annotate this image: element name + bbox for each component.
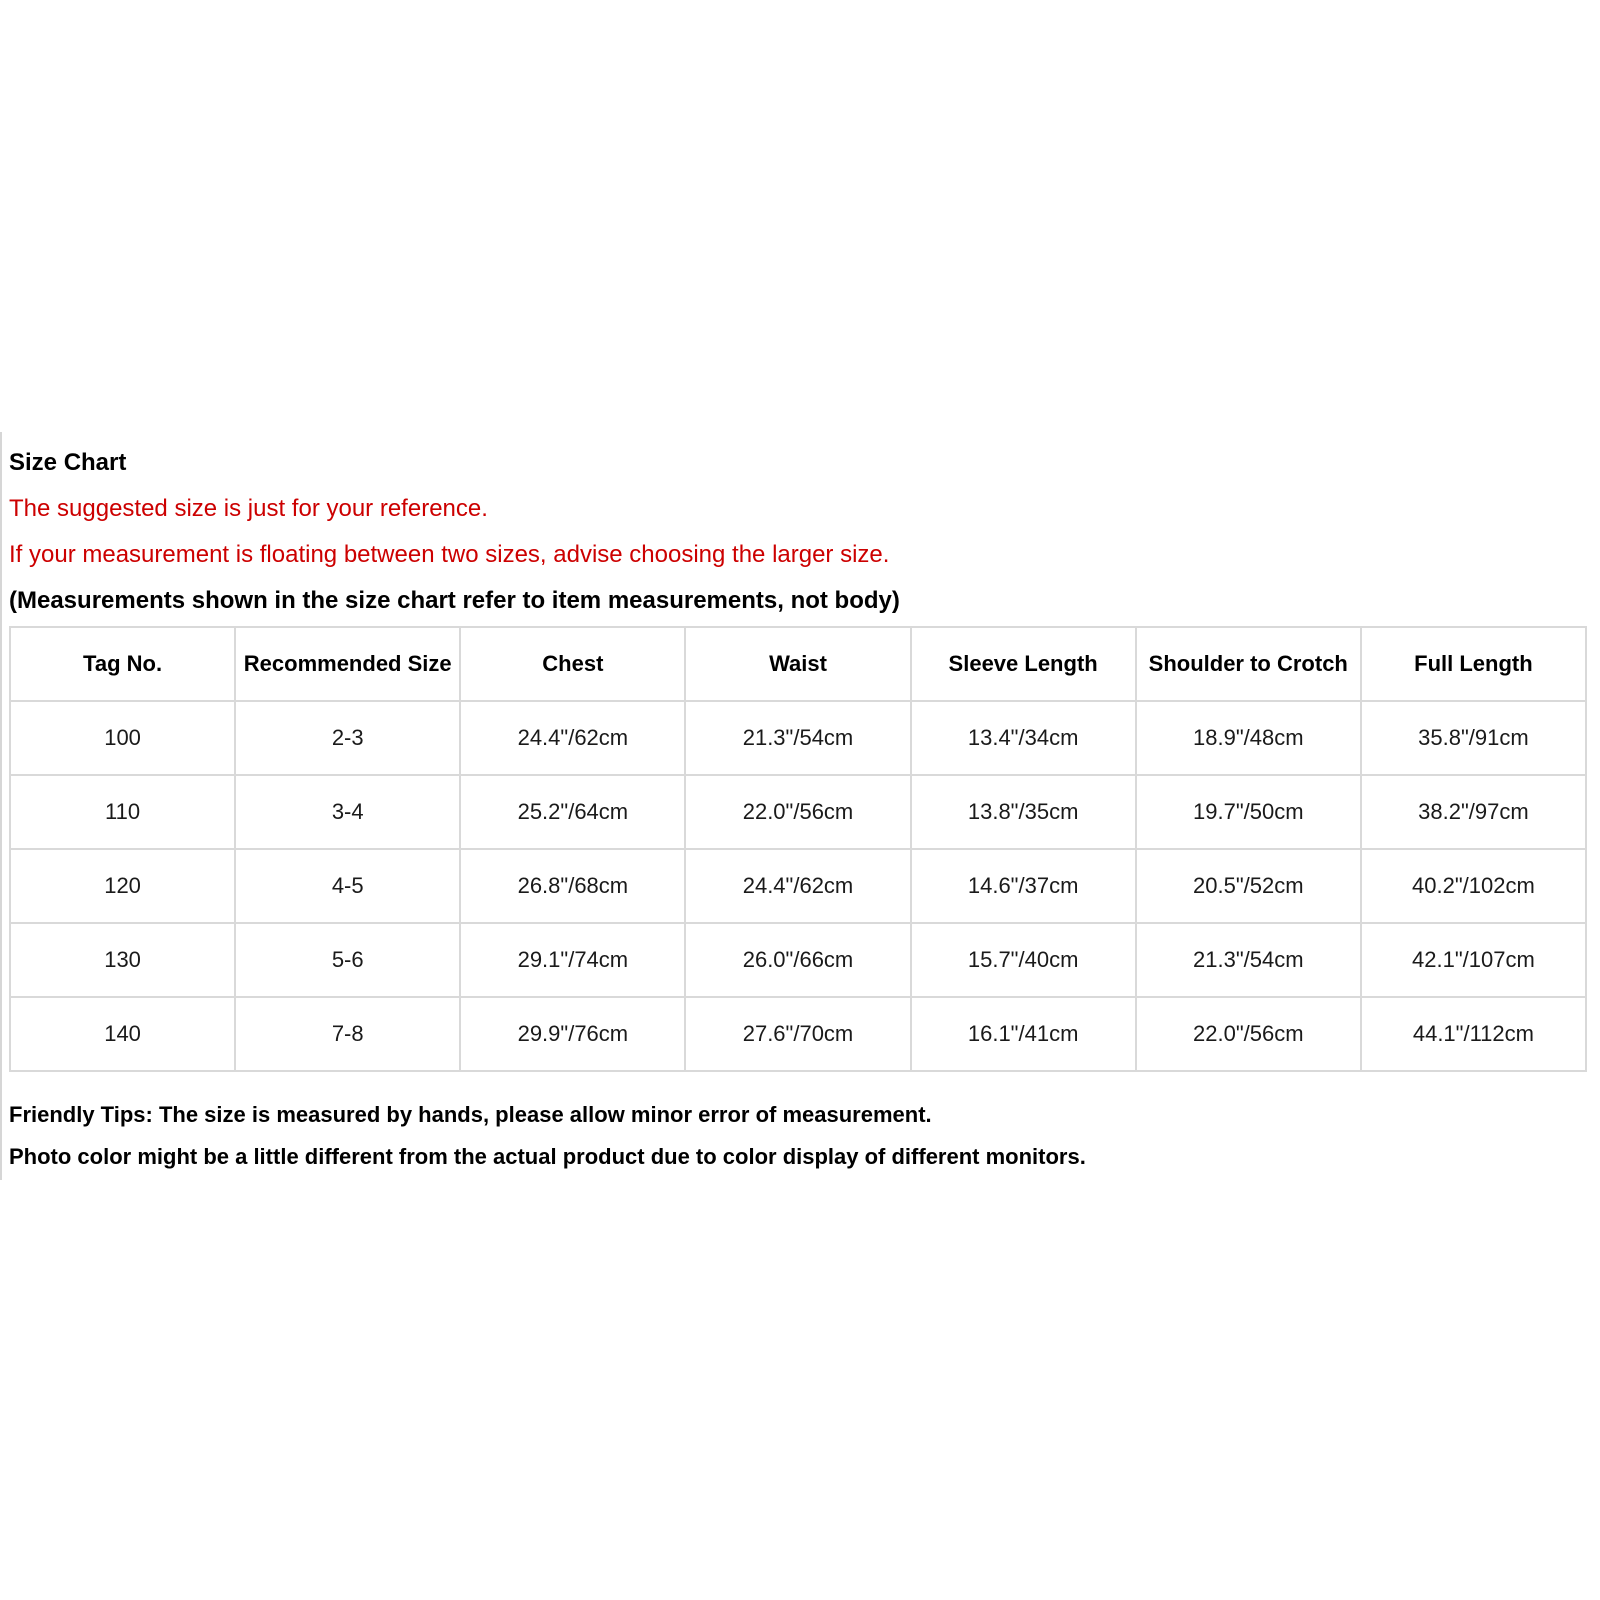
cell-chest: 25.2"/64cm bbox=[460, 775, 685, 849]
cell-full-length: 42.1"/107cm bbox=[1361, 923, 1586, 997]
header-tag-no: Tag No. bbox=[10, 627, 235, 701]
cell-sleeve-length: 13.4"/34cm bbox=[911, 701, 1136, 775]
cell-recommended-size: 5-6 bbox=[235, 923, 460, 997]
cell-recommended-size: 3-4 bbox=[235, 775, 460, 849]
cell-recommended-size: 7-8 bbox=[235, 997, 460, 1071]
cell-tag-no: 130 bbox=[10, 923, 235, 997]
cell-shoulder-to-crotch: 18.9"/48cm bbox=[1136, 701, 1361, 775]
header-full-length: Full Length bbox=[1361, 627, 1586, 701]
cell-sleeve-length: 16.1"/41cm bbox=[911, 997, 1136, 1071]
cell-tag-no: 120 bbox=[10, 849, 235, 923]
cell-tag-no: 110 bbox=[10, 775, 235, 849]
cell-recommended-size: 2-3 bbox=[235, 701, 460, 775]
header-sleeve-length: Sleeve Length bbox=[911, 627, 1136, 701]
table-row bbox=[10, 775, 1586, 849]
cell-recommended-size: 4-5 bbox=[235, 849, 460, 923]
cell-sleeve-length: 13.8"/35cm bbox=[911, 775, 1136, 849]
larger-size-note: If your measurement is floating between two sizes, advise choosing the larger size. bbox=[9, 541, 890, 568]
cell-waist: 22.0"/56cm bbox=[685, 775, 910, 849]
table-row bbox=[10, 701, 1586, 775]
cell-chest: 29.9"/76cm bbox=[460, 997, 685, 1071]
reference-note: The suggested size is just for your reference. bbox=[9, 495, 488, 522]
cell-sleeve-length: 14.6"/37cm bbox=[911, 849, 1136, 923]
table-header-row bbox=[10, 627, 1586, 701]
size-table bbox=[9, 626, 1587, 1072]
cell-waist: 24.4"/62cm bbox=[685, 849, 910, 923]
cell-full-length: 38.2"/97cm bbox=[1361, 775, 1586, 849]
header-chest: Chest bbox=[460, 627, 685, 701]
cell-shoulder-to-crotch: 19.7"/50cm bbox=[1136, 775, 1361, 849]
cell-shoulder-to-crotch: 22.0"/56cm bbox=[1136, 997, 1361, 1071]
header-recommended-size: Recommended Size bbox=[235, 627, 460, 701]
cell-waist: 27.6"/70cm bbox=[685, 997, 910, 1071]
cell-tag-no: 140 bbox=[10, 997, 235, 1071]
tip-photo-color: Photo color might be a little different from the actual product due to color display of different monitors. bbox=[9, 1144, 1086, 1169]
cell-full-length: 40.2"/102cm bbox=[1361, 849, 1586, 923]
cell-shoulder-to-crotch: 21.3"/54cm bbox=[1136, 923, 1361, 997]
measurement-disclaimer: (Measurements shown in the size chart refer to item measurements, not body) bbox=[9, 587, 900, 614]
cell-waist: 21.3"/54cm bbox=[685, 701, 910, 775]
size-chart-title: Size Chart bbox=[9, 449, 127, 476]
cell-waist: 26.0"/66cm bbox=[685, 923, 910, 997]
cell-chest: 29.1"/74cm bbox=[460, 923, 685, 997]
header-shoulder-to-crotch: Shoulder to Crotch bbox=[1136, 627, 1361, 701]
cell-tag-no: 100 bbox=[10, 701, 235, 775]
cell-shoulder-to-crotch: 20.5"/52cm bbox=[1136, 849, 1361, 923]
cell-sleeve-length: 15.7"/40cm bbox=[911, 923, 1136, 997]
table-row bbox=[10, 849, 1586, 923]
friendly-tips bbox=[9, 1094, 1589, 1178]
header-waist: Waist bbox=[685, 627, 910, 701]
cell-chest: 26.8"/68cm bbox=[460, 849, 685, 923]
cell-full-length: 35.8"/91cm bbox=[1361, 701, 1586, 775]
cell-chest: 24.4"/62cm bbox=[460, 701, 685, 775]
cell-full-length: 44.1"/112cm bbox=[1361, 997, 1586, 1071]
tip-measurement-error: Friendly Tips: The size is measured by hands, please allow minor error of measurement. bbox=[9, 1102, 932, 1127]
table-row bbox=[10, 997, 1586, 1071]
table-row bbox=[10, 923, 1586, 997]
size-chart-document bbox=[9, 440, 1589, 1178]
left-border-line bbox=[0, 432, 2, 1180]
